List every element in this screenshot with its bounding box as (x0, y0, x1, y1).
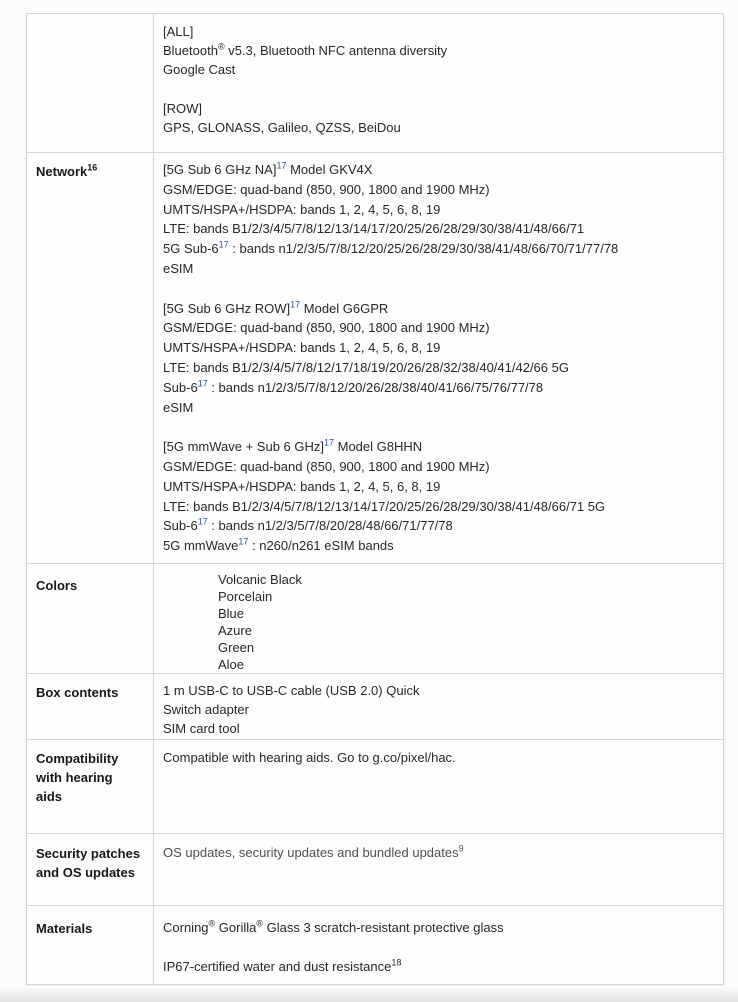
spec-line: UMTS/HSPA+/HSDPA: bands 1, 2, 4, 5, 6, 8, 19 (163, 340, 441, 356)
row-label-cell (27, 153, 154, 563)
row-label-cell (27, 740, 154, 833)
spec-line: 5G Sub-$6^{17}$ : bands n1/2/3/5/7/8/12/20/25/26/28/29/30/38/41/48/66/70/71/77/78 (163, 239, 619, 257)
row-label: Materials (36, 921, 93, 936)
row-content-cell (154, 834, 723, 905)
row-label: Box contents (36, 685, 119, 700)
row-content-cell (154, 740, 723, 833)
footnote-ref: 9 (458, 843, 464, 854)
table-row-materials (27, 906, 723, 984)
spec-line: [ROW] (163, 100, 202, 116)
spec-line: SIM card tool (163, 721, 240, 737)
spec-line: Blue (218, 606, 245, 621)
row-label: Compatibility (36, 751, 119, 766)
row-label: and OS updates (36, 865, 135, 880)
spec-line: GPS, GLONASS, Galileo, QZSS, BeiDou (163, 120, 401, 136)
table-row-colors (27, 564, 723, 674)
spec-line: 1 m USB-C to USB-C cable (USB 2.0) Quick (163, 683, 420, 698)
row-label: aids (36, 789, 63, 804)
spec-line: [5G mmWave + Sub 6 GHz]$^{17}$ Model G8HHN (163, 437, 423, 455)
footnote-ref[interactable]: 17 (197, 517, 208, 528)
spec-line: Green (218, 640, 255, 655)
row-label-cell (27, 564, 154, 673)
spec-line: [ALL] (163, 24, 194, 39)
spec-line: Compatible with hearing aids. Go to g.co/pixel/hac. (163, 750, 456, 765)
spec-line: Google Cast (163, 62, 236, 78)
row-label: Network$^{16}$ (36, 162, 98, 179)
spec-line: LTE: bands B1/2/3/4/5/7/8/12/17/18/19/20/26/28/32/38/40/41/42/66 5G (163, 359, 569, 375)
spec-line: [5G Sub 6 GHz NA]$^{17}$ Model GKV4X (163, 160, 373, 177)
footnote-ref[interactable]: 17 (218, 239, 229, 250)
spec-line: Porcelain (218, 589, 273, 604)
spec-line: eSIM (163, 399, 194, 415)
registered-mark: ® (256, 918, 263, 929)
spec-line (163, 938, 713, 958)
row-content-cell (154, 564, 723, 673)
spec-line (163, 80, 713, 99)
spec-line: LTE: bands B1/2/3/4/5/7/8/12/13/14/17/20/25/26/28/29/30/38/41/48/66/71 5G (163, 498, 606, 514)
row-content-cell (154, 906, 723, 984)
spec-line: GSM/EDGE: quad-band (850, 900, 1800 and 1900 MHz) (163, 181, 490, 197)
row-content-cell (154, 153, 723, 563)
spec-line: [5G Sub 6 GHz ROW]$^{17}$ Model G6GPR (163, 299, 389, 316)
spec-line: eSIM (163, 260, 194, 276)
footnote-ref: 16 (87, 162, 98, 173)
spec-line: UMTS/HSPA+/HSDPA: bands 1, 2, 4, 5, 6, 8, 19 (163, 478, 441, 494)
footnote-ref: 18 (391, 957, 402, 968)
row-label: with hearing (36, 770, 113, 785)
spec-line: UMTS/HSPA+/HSDPA: bands 1, 2, 4, 5, 6, 8, 19 (163, 201, 441, 217)
registered-mark: ® (208, 918, 216, 929)
table-row-security-updates (27, 834, 723, 906)
spec-line (163, 279, 713, 299)
table-row-connectivity-continued (27, 14, 723, 153)
footnote-ref[interactable]: 17 (323, 437, 334, 448)
row-label-cell (27, 14, 154, 152)
spec-line: Volcanic Black (218, 572, 302, 587)
row-label-cell (27, 906, 154, 984)
spec-line (163, 417, 713, 437)
spec-line: Sub-$6^{17}$ : bands n1/2/3/5/7/8/12/20/26/28/38/40/41/66/75/76/77/78 (163, 378, 544, 395)
spec-line: IP67-certified water and dust resistance$^{18}$ (163, 957, 402, 974)
footnote-ref[interactable]: 17 (238, 536, 249, 547)
row-content-cell (154, 674, 723, 739)
spec-table (26, 13, 724, 985)
footnote-ref[interactable]: 17 (290, 299, 301, 310)
spec-line: OS updates, security updates and bundled updates$^9$ (163, 843, 464, 860)
registered-mark: ® (217, 41, 225, 52)
table-row-network (27, 153, 723, 564)
spec-line: 5G mmWave$^{17}$ : n260/n261 eSIM bands (163, 536, 394, 554)
page-bottom-shade (0, 986, 738, 1002)
row-label-cell (27, 674, 154, 739)
row-label: Colors (36, 578, 78, 593)
spec-line: Bluetooth® v5.3, Bluetooth NFC antenna diversity (163, 41, 448, 59)
spec-line: Azure (218, 623, 252, 638)
row-label-cell (27, 834, 154, 905)
row-label: Security patches (36, 846, 141, 861)
spec-line: Aloe (218, 657, 245, 672)
footnote-ref[interactable]: 17 (276, 160, 287, 171)
spec-line: Sub-$6^{17}$ : bands n1/2/3/5/7/8/20/28/48/66/71/77/78 (163, 517, 453, 534)
spec-line: Corning® Gorilla® Glass 3 scratch-resistant protective glass (163, 918, 504, 935)
table-row-hearing-aids (27, 740, 723, 834)
spec-line: GSM/EDGE: quad-band (850, 900, 1800 and 1900 MHz) (163, 458, 490, 474)
row-content-cell (154, 14, 723, 152)
spec-line: GSM/EDGE: quad-band (850, 900, 1800 and 1900 MHz) (163, 320, 490, 336)
spec-line: LTE: bands B1/2/3/4/5/7/8/12/13/14/17/20/25/26/28/29/30/38/41/48/66/71 (163, 221, 585, 237)
table-row-box-contents (27, 674, 723, 740)
spec-line: Switch adapter (163, 702, 249, 718)
footnote-ref[interactable]: 17 (197, 378, 208, 389)
